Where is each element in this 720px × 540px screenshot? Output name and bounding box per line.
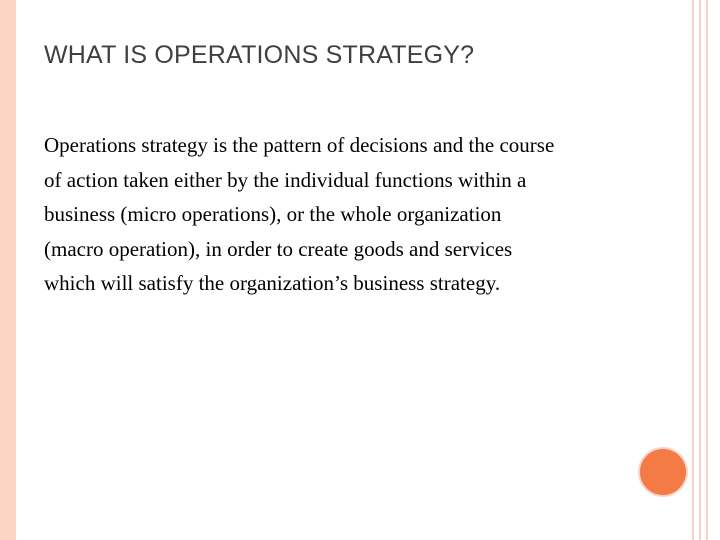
left-decorative-stripe [0,0,16,540]
slide-title: WHAT IS OPERATIONS STRATEGY? [44,41,475,69]
decorative-circle [640,449,686,495]
slide-body-text: Operations strategy is the pattern of decisions and the course of action taken either by the individual functions within a business (micro operations), or the whole organization (macro operation), in order to create goods and services which will satisfy the organization’s business strategy. [44,133,555,296]
right-decorative-line-2 [699,0,701,540]
right-decorative-line-1 [692,0,694,540]
right-decorative-line-3 [706,0,708,540]
